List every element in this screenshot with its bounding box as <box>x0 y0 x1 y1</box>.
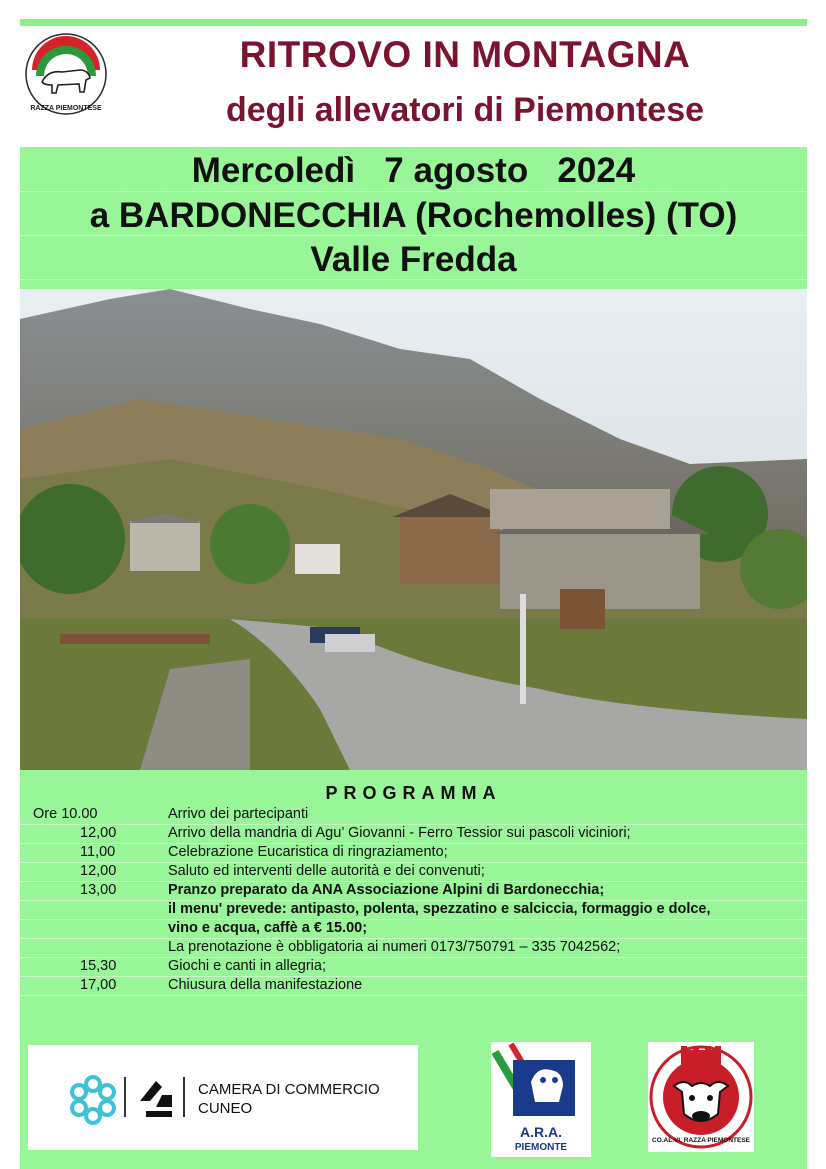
program-time: 13,00 <box>80 882 117 898</box>
camera-commercio-logo <box>28 1045 418 1150</box>
coalvi-razza-piemontese-logo <box>648 1042 754 1152</box>
program-item <box>20 863 807 882</box>
razza-piemontese-logo <box>22 30 110 118</box>
event-place: a BARDONECCHIA (Rochemolles) (TO) <box>89 196 738 235</box>
program-text: Giochi e canti in allegria; <box>168 958 326 974</box>
program-list <box>20 806 807 996</box>
ara-piemonte-logo <box>491 1042 591 1157</box>
title-line-1: RITROVO IN MONTAGNA <box>239 34 691 75</box>
program-text: vino e acqua, caffè a € 15.00; <box>168 920 368 936</box>
program-time: 17,00 <box>80 977 117 993</box>
program-title: PROGRAMMA <box>325 783 502 803</box>
program-text: Pranzo preparato da ANA Associazione Alpini di Bardonecchia; <box>168 882 605 898</box>
ara-name: A.R.A. <box>520 1124 562 1140</box>
program-item <box>20 882 807 901</box>
program-item <box>20 825 807 844</box>
program-time: 12,00 <box>80 863 117 879</box>
village-mountain-photo <box>20 289 807 770</box>
camera-commercio-text: CAMERA DI COMMERCIO CUNEO <box>198 1081 380 1117</box>
program-time: 12,00 <box>80 825 117 841</box>
event-date: Mercoledì 7 agosto 2024 <box>191 151 636 190</box>
program-item <box>20 958 807 977</box>
svg-text:CO.AL.VI. RAZZA PIEMONTESE: CO.AL.VI. RAZZA PIEMONTESE <box>652 1137 750 1144</box>
program-item <box>20 977 807 996</box>
program-item <box>20 901 807 920</box>
program-item <box>20 920 807 939</box>
event-info-band <box>20 147 807 289</box>
svg-text:RAZZA PIEMONTESE: RAZZA PIEMONTESE <box>30 105 102 112</box>
program-item <box>20 939 807 958</box>
program-item <box>20 844 807 863</box>
chamber-emblem-icon <box>136 1075 176 1119</box>
program-time: 11,00 <box>80 844 116 860</box>
program-time: Ore 10.00 <box>33 806 98 822</box>
program-text: Arrivo dei partecipanti <box>168 806 309 822</box>
program-time: 15,30 <box>80 958 117 974</box>
program-text: La prenotazione è obbligatoria ai numeri 0173/750791 – 335 7042562; <box>168 939 621 955</box>
ara-region: PIEMONTE <box>514 1142 568 1153</box>
knot-icon <box>63 1070 123 1130</box>
program-text: Chiusura della manifestazione <box>168 977 363 993</box>
program-text: Celebrazione Eucaristica di ringraziamento; <box>168 844 448 860</box>
program-text: Arrivo della mandria di Agu’ Giovanni - Ferro Tessior sui pascoli viciniori; <box>168 825 631 841</box>
program-text: Saluto ed interventi delle autorità e dei convenuti; <box>168 863 485 879</box>
program-item <box>20 806 807 825</box>
top-green-bar <box>20 19 807 26</box>
ara-animals-icon <box>491 1042 591 1122</box>
program-text: il menu' prevede: antipasto, polenta, spezzatino e salciccia, formaggio e dolce, <box>168 901 711 917</box>
event-valley: Valle Fredda <box>310 240 517 279</box>
title-line-2: degli allevatori di Piemontese <box>225 91 705 129</box>
